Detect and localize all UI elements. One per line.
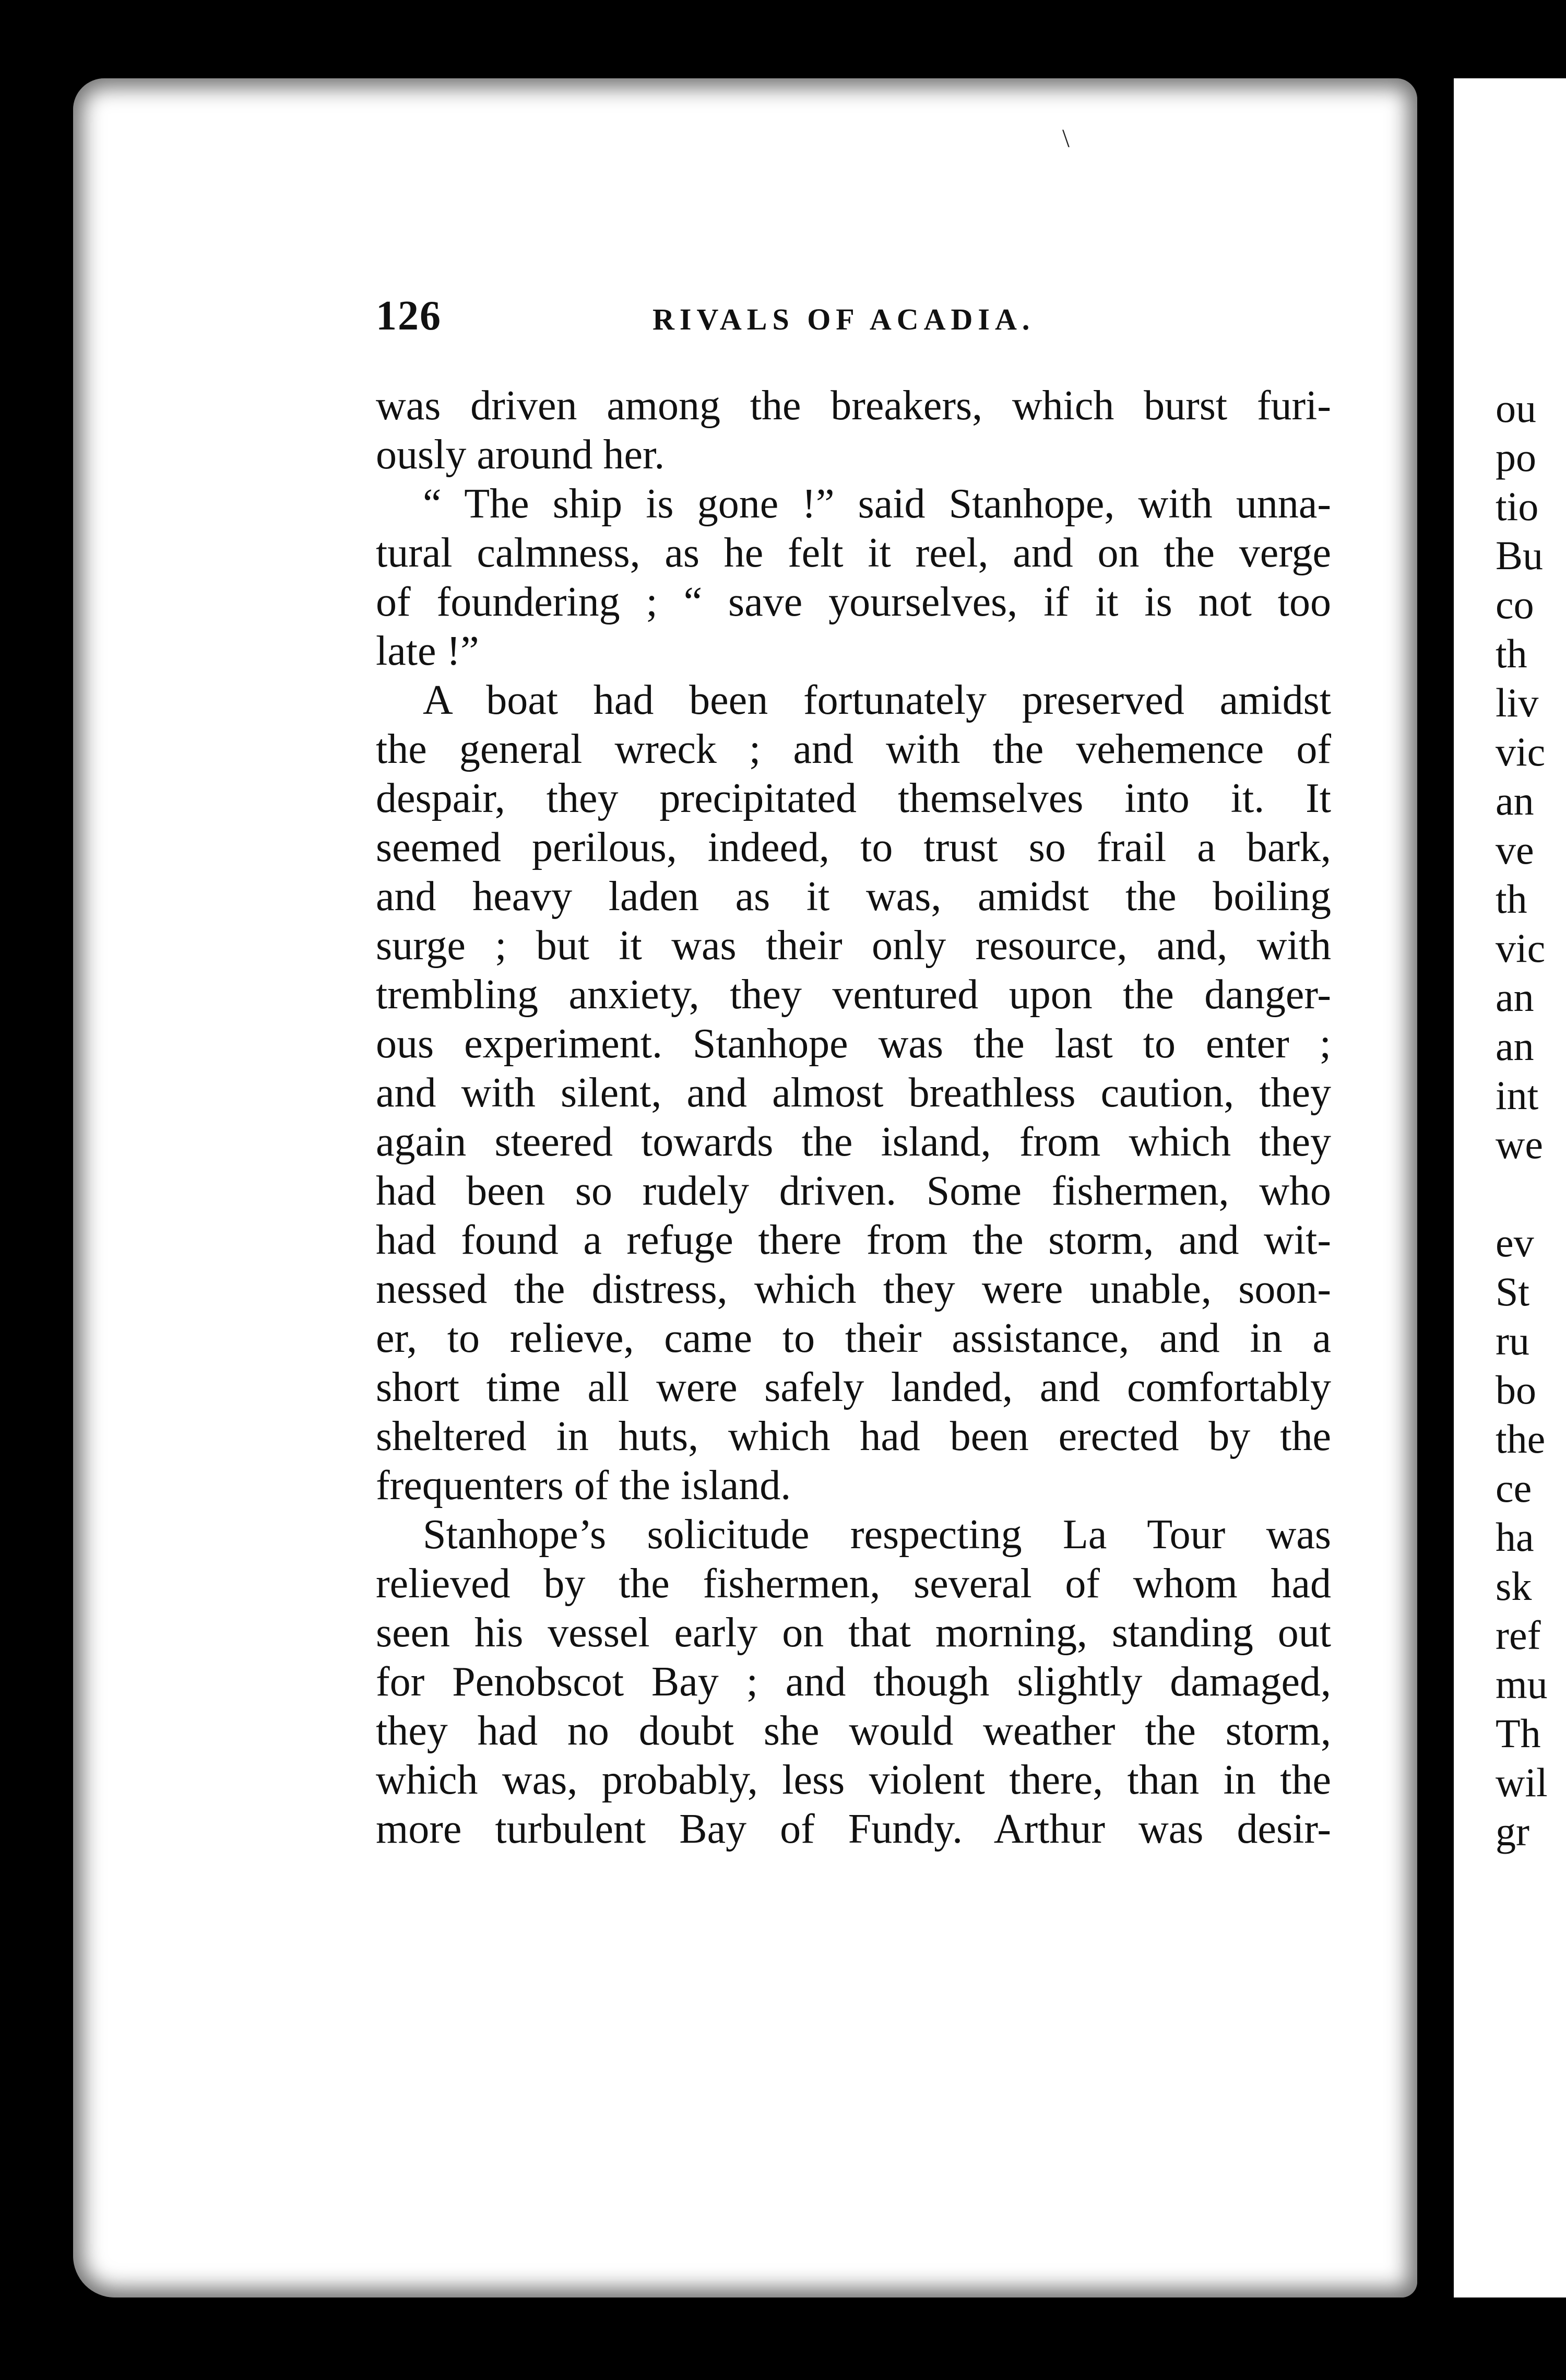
text-line: and with silent, and almost breathless caution, they <box>376 1070 1331 1116</box>
facing-page-text-fragment: an <box>1496 778 1534 823</box>
facing-page-text-fragment: we <box>1496 1122 1543 1167</box>
text-line: seen his vessel early on that morning, standing out <box>376 1610 1331 1656</box>
facing-page-text-fragment: mu <box>1496 1662 1548 1707</box>
page-header <box>376 292 1368 350</box>
text-line: which was, probably, less violent there, than in the <box>376 1757 1331 1803</box>
facing-page-text-fragment: liv <box>1496 680 1539 725</box>
text-line: again steered towards the island, from which they <box>376 1119 1331 1165</box>
running-title: RIVALS OF ACADIA. <box>652 302 1035 336</box>
text-line: tural calmness, as he felt it reel, and on the verge <box>376 530 1331 576</box>
facing-page-text-fragment: St <box>1496 1269 1530 1314</box>
text-line: trembling anxiety, they ventured upon the danger- <box>376 972 1331 1018</box>
stray-mark: \ <box>1062 123 1070 152</box>
facing-page-text-fragment: co <box>1496 582 1534 627</box>
facing-page-text-fragment: gr <box>1496 1809 1529 1854</box>
facing-page-text-fragment: bo <box>1496 1367 1536 1412</box>
facing-page-text-fragment: th <box>1496 876 1527 922</box>
text-line: was driven among the breakers, which burst furi- <box>376 383 1331 429</box>
facing-page-text-fragment: an <box>1496 974 1534 1020</box>
text-line: of foundering ; “ save yourselves, if it is not too <box>376 579 1331 625</box>
text-line: seemed perilous, indeed, to trust so frail a bark, <box>376 824 1331 870</box>
text-line: sheltered in huts, which had been erected by the <box>376 1413 1331 1459</box>
text-line: despair, they precipitated themselves into it. It <box>376 775 1331 821</box>
text-line: late !” <box>376 628 479 674</box>
facing-page-text-fragment: th <box>1496 631 1527 676</box>
text-line: had been so rudely driven. Some fishermen, who <box>376 1168 1331 1214</box>
text-line: relieved by the fishermen, several of whom had <box>376 1561 1331 1607</box>
facing-page-text-fragment: wil <box>1496 1760 1548 1805</box>
facing-page-text-fragment: Th <box>1496 1711 1541 1756</box>
facing-page-text-fragment: sk <box>1496 1563 1532 1609</box>
facing-page-text-fragment: the <box>1496 1416 1546 1462</box>
text-line: Stanhope’s solicitude respecting La Tour was <box>423 1512 1331 1558</box>
book-gutter <box>1417 0 1454 2380</box>
facing-page-text-fragment: ou <box>1496 385 1536 431</box>
facing-page-text-fragment: ref <box>1496 1612 1541 1658</box>
text-line: A boat had been fortunately preserved amidst <box>423 677 1331 723</box>
facing-page-text-fragment: ev <box>1496 1220 1534 1265</box>
text-line: frequenters of the island. <box>376 1463 791 1509</box>
facing-page-text-fragment: Bu <box>1496 533 1544 578</box>
page-number: 126 <box>376 293 442 339</box>
text-line: nessed the distress, which they were unable, soon- <box>376 1266 1331 1312</box>
facing-page-fragment <box>1454 78 1566 2297</box>
facing-page-text-fragment: vic <box>1496 925 1546 971</box>
facing-page-text-fragment: ha <box>1496 1514 1534 1560</box>
text-line: ous experiment. Stanhope was the last to enter ; <box>376 1021 1331 1067</box>
facing-page-text-fragment: po <box>1496 434 1536 480</box>
text-line: they had no doubt she would weather the storm, <box>376 1708 1331 1754</box>
facing-page-text-fragment: vic <box>1496 729 1546 774</box>
facing-page-text-fragment: ru <box>1496 1318 1529 1363</box>
facing-page-text-fragment: int <box>1496 1073 1539 1118</box>
text-line: and heavy laden as it was, amidst the boiling <box>376 874 1331 920</box>
text-line: the general wreck ; and with the vehemence of <box>376 726 1331 772</box>
page-body <box>376 381 1331 1854</box>
facing-page-text-fragment: ve <box>1496 827 1534 873</box>
facing-page-text-fragment: ce <box>1496 1465 1532 1511</box>
text-line: surge ; but it was their only resource, and, with <box>376 923 1331 969</box>
text-line: more turbulent Bay of Fundy. Arthur was desir- <box>376 1806 1331 1852</box>
facing-page-text-fragment: an <box>1496 1023 1534 1069</box>
text-line: “ The ship is gone !” said Stanhope, with unna- <box>423 481 1331 527</box>
text-line: short time all were safely landed, and comfortably <box>376 1364 1331 1410</box>
text-line: er, to relieve, came to their assistance, and in a <box>376 1315 1331 1361</box>
text-line: for Penobscot Bay ; and though slightly damaged, <box>376 1659 1331 1705</box>
facing-page-text-fragment: tio <box>1496 484 1539 529</box>
text-line: ously around her. <box>376 432 665 478</box>
text-line: had found a refuge there from the storm, and wit- <box>376 1217 1331 1263</box>
